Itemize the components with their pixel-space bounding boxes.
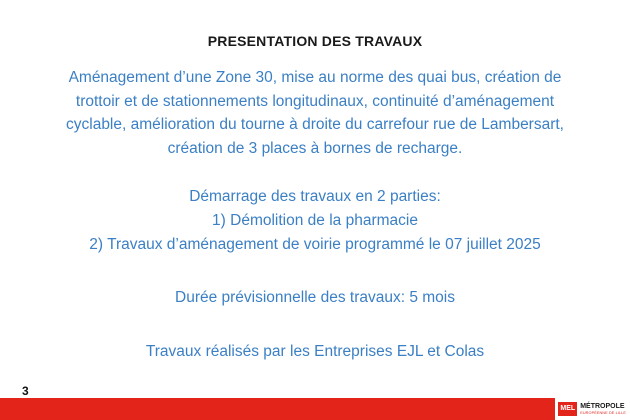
footer-bar: [0, 398, 630, 420]
description-line: Aménagement d’une Zone 30, mise au norme des quai bus, création de: [68, 69, 562, 86]
slide-title: PRESENTATION DES TRAVAUX: [207, 33, 423, 49]
logo-subtitle: EUROPÉENNE DE LILLE: [580, 410, 626, 415]
phases-heading: Démarrage des travaux en 2 parties:: [189, 188, 441, 205]
phase-item-2: 2) Travaux d’aménagement de voirie programmé le 07 juillet 2025: [89, 236, 541, 253]
logo-mark: MEL: [558, 402, 577, 416]
description-line: création de 3 places à bornes de recharge.: [167, 139, 463, 157]
contractors-text: Travaux réalisés par les Entreprises EJL et Colas: [145, 343, 485, 360]
project-description: [40, 66, 590, 160]
page-number: 3: [22, 384, 29, 398]
description-line: trottoir et de stationnements longitudinaux, continuité d’aménagement: [75, 92, 555, 110]
logo-wordmark: [580, 403, 626, 416]
description-line: cyclable, amélioration du tourne à droite du carrefour rue de Lambersart,: [66, 116, 564, 133]
mel-logo: [555, 398, 630, 420]
logo-name: MÉTROPOLE: [580, 402, 625, 410]
phase-item-1: 1) Démolition de la pharmacie: [212, 212, 418, 229]
duration-text: Durée prévisionnelle des travaux: 5 mois: [175, 289, 455, 306]
